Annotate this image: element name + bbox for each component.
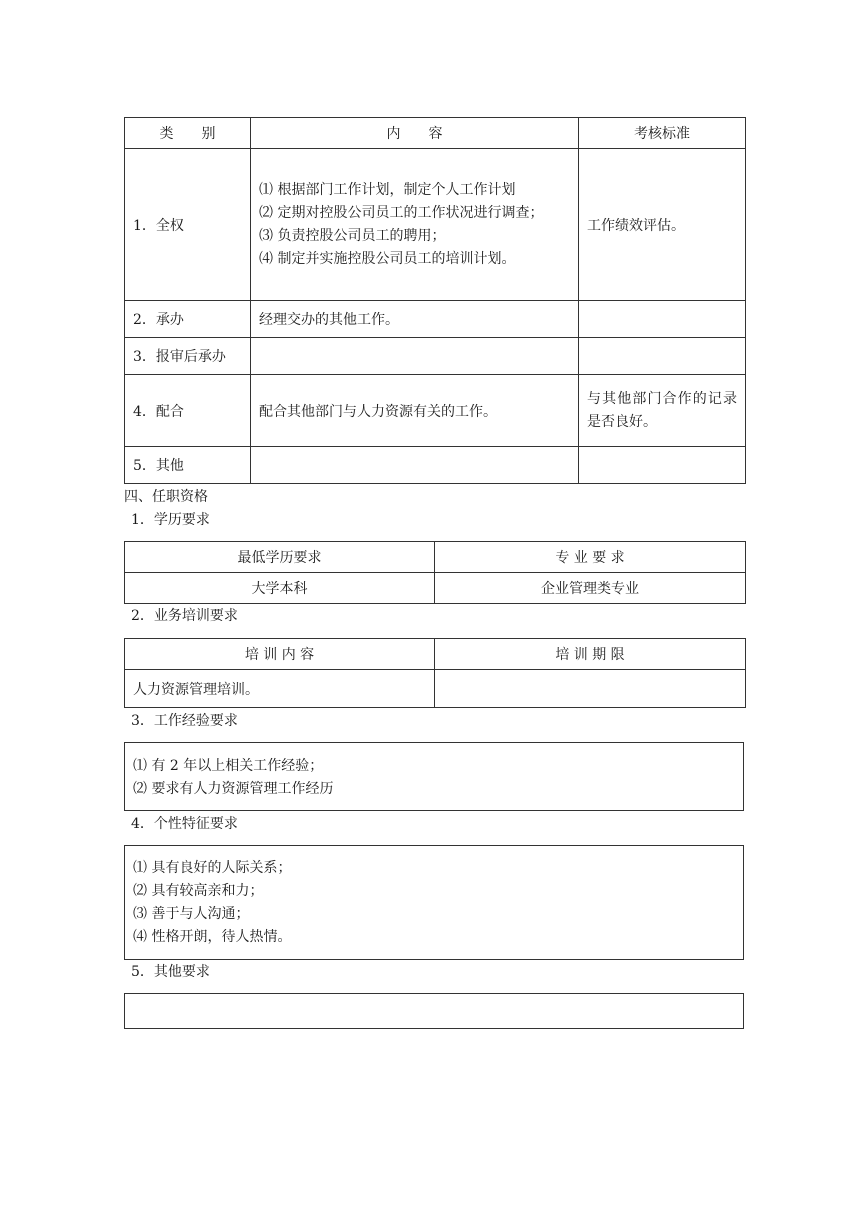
training-title: 2．业务培训要求 <box>131 608 238 624</box>
education-table <box>124 541 746 604</box>
table-row <box>125 542 746 573</box>
row-standard: 与其他部门合作的记录是否良好。 <box>579 375 746 447</box>
education-header-major: 专 业 要 求 <box>435 542 746 573</box>
education-major-value: 企业管理类专业 <box>435 573 746 604</box>
experience-box <box>124 742 744 811</box>
education-header-level: 最低学历要求 <box>125 542 435 573</box>
content-line: ⑴ 根据部门工作计划，制定个人工作计划 <box>259 181 516 198</box>
education-title: 1．学历要求 <box>131 512 210 528</box>
row-content: 配合其他部门与人力资源有关的工作。 <box>251 375 579 447</box>
table-row <box>125 338 746 375</box>
header-standard: 考核标准 <box>579 118 746 149</box>
row-content <box>251 338 579 375</box>
row-content <box>251 447 579 484</box>
experience-title: 3．工作经验要求 <box>131 713 238 729</box>
list-item: ⑴ 有 2 年以上相关工作经验； <box>133 758 324 774</box>
header-content: 内 容 <box>251 118 579 149</box>
table-row <box>125 149 746 301</box>
table-row <box>125 573 746 604</box>
duty-table <box>124 117 746 484</box>
row-category: 1．全权 <box>125 149 251 301</box>
list-item: ⑴ 具有良好的人际关系； <box>133 860 292 876</box>
training-period-value <box>435 670 746 708</box>
training-header-period: 培 训 期 限 <box>435 639 746 670</box>
table-row <box>125 670 746 708</box>
header-category: 类 别 <box>125 118 251 149</box>
row-category: 3．报审后承办 <box>125 338 251 375</box>
training-header-content: 培 训 内 容 <box>125 639 435 670</box>
row-standard: 工作绩效评估。 <box>579 149 746 301</box>
training-content-value: 人力资源管理培训。 <box>125 670 435 708</box>
training-table <box>124 638 746 708</box>
list-item: ⑶ 善于与人沟通； <box>133 906 250 922</box>
row-category: 2．承办 <box>125 301 251 338</box>
table-row <box>125 639 746 670</box>
row-content: 经理交办的其他工作。 <box>251 301 579 338</box>
content-line: ⑵ 定期对控股公司员工的工作状况进行调查； <box>259 204 544 221</box>
section-title: 四、任职资格 <box>124 489 208 505</box>
education-level-value: 大学本科 <box>125 573 435 604</box>
table-row <box>125 301 746 338</box>
row-content <box>251 149 579 301</box>
personality-title: 4．个性特征要求 <box>131 816 238 832</box>
table-row <box>125 375 746 447</box>
personality-box <box>124 845 744 960</box>
row-standard <box>579 447 746 484</box>
list-item: ⑷ 性格开朗，待人热情。 <box>133 929 292 945</box>
row-category: 4．配合 <box>125 375 251 447</box>
table-row <box>125 447 746 484</box>
list-item: ⑵ 要求有人力资源管理工作经历 <box>133 781 334 797</box>
list-item: ⑵ 具有较高亲和力； <box>133 883 264 899</box>
content-line: ⑶ 负责控股公司员工的聘用； <box>259 227 446 244</box>
row-category: 5．其他 <box>125 447 251 484</box>
other-box <box>124 993 744 1029</box>
content-line: ⑷ 制定并实施控股公司员工的培训计划。 <box>259 250 516 267</box>
row-standard <box>579 301 746 338</box>
row-standard <box>579 338 746 375</box>
duty-table-header <box>125 118 746 149</box>
other-title: 5．其他要求 <box>131 964 210 980</box>
